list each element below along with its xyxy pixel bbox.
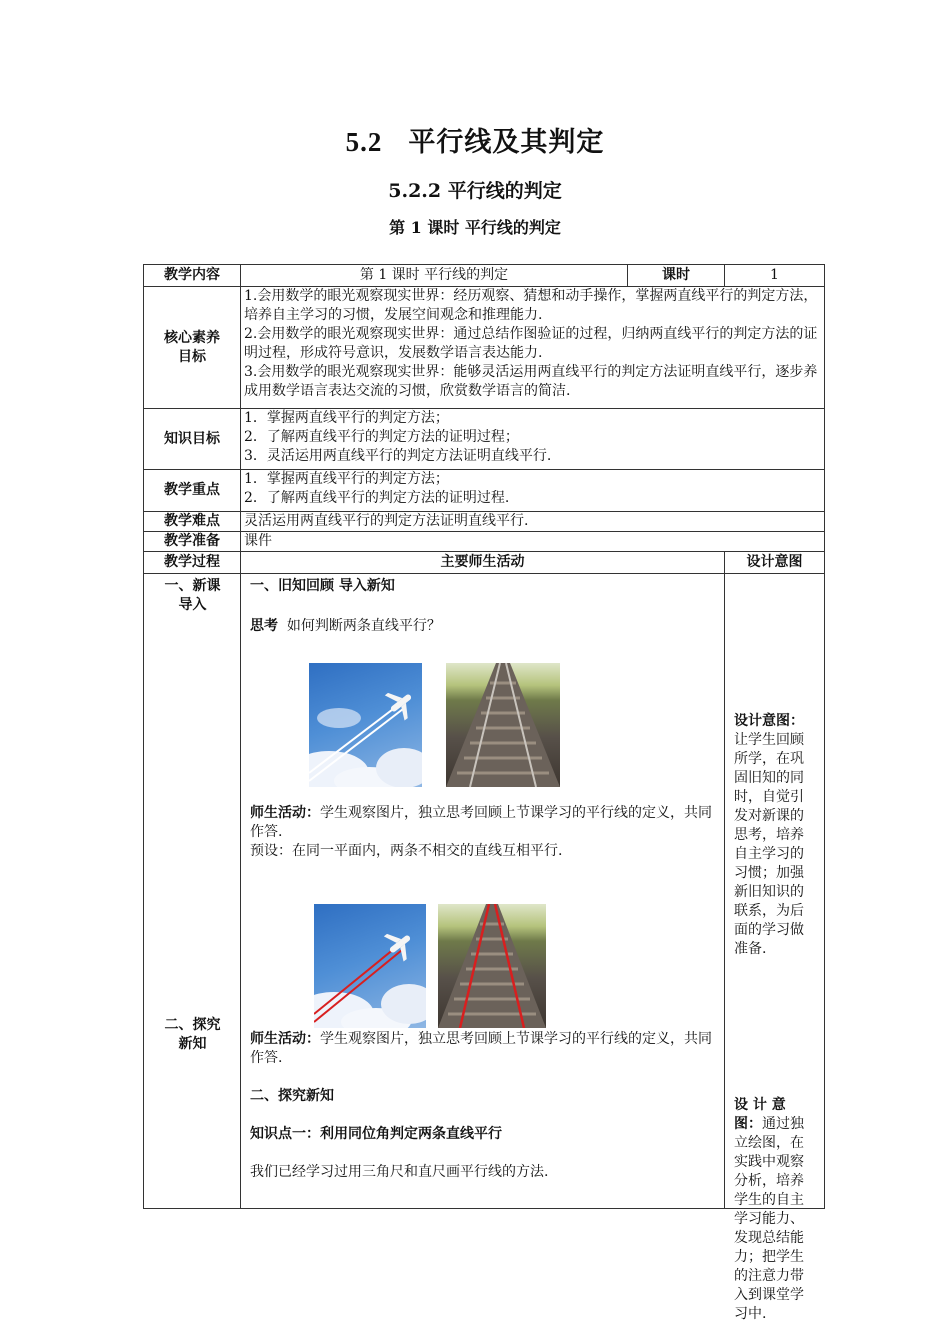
activities-cell <box>241 574 725 1209</box>
railway-photo-marked <box>438 904 546 1028</box>
closing-text: 我们已经学习过用三角尺和直尺画平行线的方法. <box>250 1164 549 1180</box>
lesson-title: 第 1 课时 平行线的判定 <box>389 218 561 237</box>
knowledge-goals <box>241 409 825 470</box>
stage-explore-text: 二、探究 <box>164 1017 221 1033</box>
row-process-header <box>144 552 825 574</box>
label-core <box>144 287 241 409</box>
label-process: 教学过程 <box>144 552 241 574</box>
intent-2-label: 设 计 意 图： <box>734 1097 786 1132</box>
label-focus: 教学重点 <box>144 470 241 512</box>
intent-1 <box>734 712 817 959</box>
core-item: 1.会用数学的眼光观察现实世界：经历观察、猜想和动手操作，掌握两直线平行的判定方法，培养自主学习的习惯，发展空间观念和推理能力. <box>244 288 818 323</box>
activity-1-label: 师生活动： <box>250 805 320 821</box>
heading-review: 一、旧知回顾 导入新知 <box>250 578 395 594</box>
think-label: 思考 <box>250 618 278 634</box>
airplane-photo-art <box>309 663 422 787</box>
row-knowledge <box>144 409 825 470</box>
row-focus <box>144 470 825 512</box>
activity-2 <box>250 1030 716 1068</box>
think-text: 如何判断两条直线平行？ <box>286 618 441 634</box>
intent-2-text: 通过独立绘图，在实践中观察分析，培养学生的自主学习能力、发现总结能力；把学生的注意力带入到课堂学习中. <box>734 1116 805 1322</box>
activity-1-text: 学生观察图片，独立思考回顾上节课学习的平行线的定义，共同作答. <box>250 805 712 840</box>
stage-column <box>144 574 241 1209</box>
railway-photo-marked-art <box>438 904 546 1028</box>
railway-photo <box>446 663 560 787</box>
knowledge-item: 2．了解两直线平行的判定方法的证明过程； <box>244 429 519 445</box>
airplane-photo <box>309 663 422 787</box>
preset-answer: 预设：在同一平面内，两条不相交的直线互相平行. <box>250 843 563 859</box>
railway-photo-art <box>446 663 560 787</box>
airplane-photo-marked <box>314 904 426 1028</box>
section-number: 5.2 <box>345 127 383 157</box>
focus-item: 1．掌握两直线平行的判定方法； <box>244 471 449 487</box>
row-prep <box>144 532 825 552</box>
label-core-b: 目标 <box>178 348 206 365</box>
intent-cell <box>725 574 825 1322</box>
header-activities: 主要师生活动 <box>241 552 725 574</box>
document-subtitle: 5.2.2 平行线的判定 <box>388 180 562 202</box>
knowledge-item: 3．灵活运用两直线平行的判定方法证明直线平行. <box>244 448 552 464</box>
stage-explore-text2: 新知 <box>178 1036 207 1052</box>
lesson-plan-table <box>143 264 825 1322</box>
row-core <box>144 287 825 409</box>
section-title: 平行线及其判定 <box>408 127 605 158</box>
intent-1-text: 让学生回顾所学，在巩固旧知的同时，自觉引发对新课的思考，培养自主学习的习惯；加强新旧知识的联系，为后面的学习做准备. <box>734 732 805 957</box>
value-difficulty: 灵活运用两直线平行的判定方法证明直线平行. <box>241 512 825 532</box>
label-prep: 教学准备 <box>144 532 241 552</box>
value-period: 1 <box>725 265 825 287</box>
think-line <box>250 617 716 636</box>
value-content: 第 1 课时 平行线的判定 <box>241 265 628 287</box>
row-difficulty <box>144 512 825 532</box>
core-goals <box>241 287 825 409</box>
activity-1 <box>250 804 716 842</box>
label-difficulty: 教学难点 <box>144 512 241 532</box>
core-item: 3.会用数学的眼光观察现实世界：能够灵活运用两直线平行的判定方法证明直线平行，逐步养成用数学语言表达交流的习惯，欣赏数学语言的简洁. <box>244 364 818 399</box>
row-process <box>144 574 825 1209</box>
knowledge-point-1: 知识点一：利用同位角判定两条直线平行 <box>250 1126 502 1142</box>
stage-intro-text2: 导入 <box>178 597 207 613</box>
stage-intro-text: 一、新课 <box>164 578 221 594</box>
focus-item: 2．了解两直线平行的判定方法的证明过程. <box>244 490 510 506</box>
document-title <box>0 120 950 159</box>
row-content <box>144 265 825 287</box>
value-prep: 课件 <box>241 532 825 552</box>
stage-intro <box>144 577 241 615</box>
focus-list <box>241 470 825 512</box>
label-core-a: 核心素养 <box>164 329 220 346</box>
activity-2-text: 学生观察图片，独立思考回顾上节课学习的平行线的定义，共同作答. <box>250 1031 712 1066</box>
label-period: 课时 <box>628 265 725 287</box>
activity-2-label: 师生活动： <box>250 1031 320 1047</box>
intent-2 <box>734 1096 817 1324</box>
intent-1-label: 设计意图： <box>734 713 805 729</box>
knowledge-item: 1．掌握两直线平行的判定方法； <box>244 410 449 426</box>
label-knowledge: 知识目标 <box>144 409 241 470</box>
header-intent: 设计意图 <box>725 552 825 574</box>
airplane-photo-marked-art <box>314 904 426 1028</box>
stage-explore <box>144 1016 241 1054</box>
core-item: 2.会用数学的眼光观察现实世界：通过总结作图验证的过程，归纳两直线平行的判定方法的证明过程，形成符号意识，发展数学语言表达能力. <box>244 326 818 361</box>
heading-explore: 二、探究新知 <box>250 1088 334 1104</box>
label-content: 教学内容 <box>144 265 241 287</box>
